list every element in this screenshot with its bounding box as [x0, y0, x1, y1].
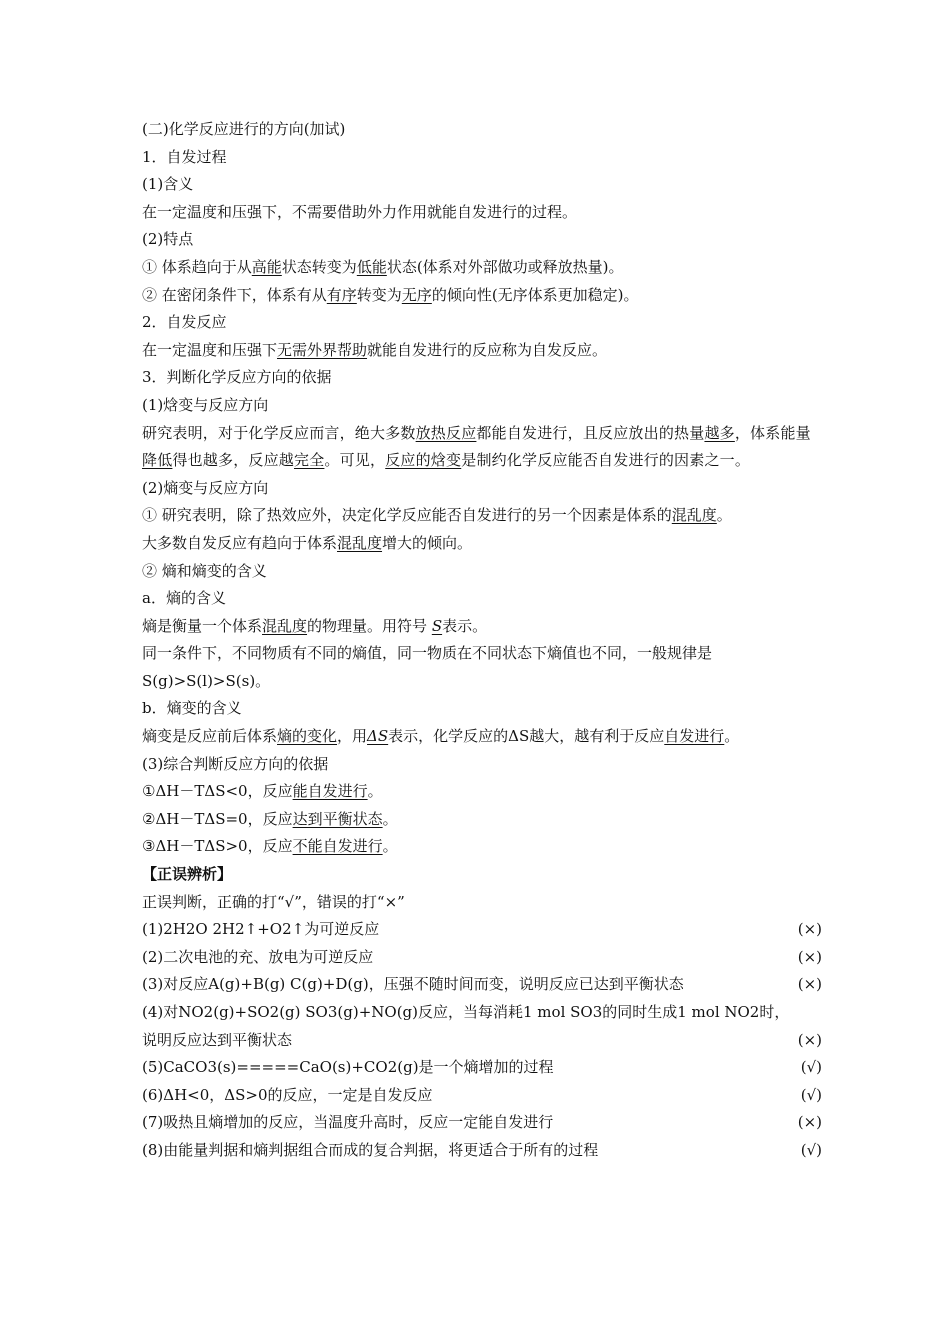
subheading-enthalpy: (1)焓变与反应方向: [142, 395, 269, 414]
definition-spontaneous-reaction: 在一定温度和压强下无需外界帮助就能自发进行的反应称为自发反应。: [142, 340, 608, 359]
entropy-b-line-1: 熵变是反应前后体系熵的变化，用ΔS表示，化学反应的ΔS越大，越有利于反应自发进行。: [142, 727, 740, 746]
review-item: [142, 1027, 822, 1055]
review-item: [142, 1109, 822, 1137]
review-item-mark: (×): [797, 975, 822, 994]
review-item: [142, 1082, 822, 1110]
entropy-a-line-1: 熵是衡量一个体系混乱度的物理量。用符号 S表示。: [142, 616, 488, 635]
definition-text: 在一定温度和压强下，不需要借助外力作用就能自发进行的过程。: [142, 202, 578, 221]
entropy-a-line-3: S(g)>S(l)>S(s)。: [142, 671, 271, 690]
review-item-mark: (×): [797, 920, 822, 939]
criterion-3: ③ΔH－TΔS>0，反应不能自发进行。: [142, 837, 398, 856]
feature-2: ② 在密闭条件下，体系有从有序转变为无序的倾向性(无序体系更加稳定)。: [142, 285, 639, 304]
review-item-text: (6)ΔH<0，ΔS>0的反应，一定是自发反应: [142, 1085, 433, 1104]
review-title: 【正误辨析】: [142, 865, 233, 884]
subheading-meaning: (1)含义: [142, 175, 194, 194]
review-item: [142, 971, 822, 999]
review-item-text: (5)CaCO3(s)=====CaO(s)+CO2(g)是一个熵增加的过程: [142, 1058, 554, 1077]
subheading-entropy: (2)熵变与反应方向: [142, 478, 269, 497]
review-item-text: 说明反应达到平衡状态: [142, 1030, 293, 1049]
review-item-text: (8)由能量判据和熵判据组合而成的复合判据，将更适合于所有的过程: [142, 1140, 599, 1159]
review-item-mark: (×): [797, 1113, 822, 1132]
entropy-line-1: ① 研究表明，除了热效应外，决定化学反应能否自发进行的另一个因素是体系的混乱度。: [142, 506, 732, 525]
heading-criteria: 3．判断化学反应方向的依据: [142, 368, 332, 387]
review-item-mark: (×): [797, 1030, 822, 1049]
review-item-text: (7)吸热且熵增加的反应，当温度升高时，反应一定能自发进行: [142, 1113, 554, 1132]
review-item: [142, 944, 822, 972]
entropy-a-heading: a．熵的含义: [142, 589, 226, 608]
enthalpy-paragraph: 研究表明，对于化学反应而言，绝大多数放热反应都能自发进行，且反应放出的热量越多，体系能量降低得也越多，反应越完全。可见，反应的焓变是制约化学反应能否自发进行的因素之一。: [142, 423, 811, 470]
criterion-2: ②ΔH－TΔS=0，反应达到平衡状态。: [142, 809, 398, 828]
criterion-1: ①ΔH－TΔS<0，反应能自发进行。: [142, 782, 383, 801]
review-item: [142, 916, 822, 944]
review-item-text: (2)二次电池的充、放电为可逆反应: [142, 947, 374, 966]
review-item-mark: (√): [800, 1085, 822, 1104]
document-page: [142, 116, 822, 1165]
subheading-features: (2)特点: [142, 230, 194, 249]
feature-1: ① 体系趋向于从高能状态转变为低能状态(体系对外部做功或释放热量)。: [142, 257, 624, 276]
entropy-a-line-2: 同一条件下，不同物质有不同的熵值，同一物质在不同状态下熵值也不同，一般规律是: [142, 644, 713, 663]
section-title: (二)化学反应进行的方向(加试): [142, 120, 346, 138]
review-item-mark: (√): [800, 1140, 822, 1159]
review-instruction: 正误判断，正确的打“√”，错误的打“×”: [142, 892, 405, 911]
review-item-text: (1)2H2O 2H2↑+O2↑为可逆反应: [142, 920, 380, 939]
entropy-b-heading: b．熵变的含义: [142, 699, 242, 718]
entropy-line-2: 大多数自发反应有趋向于体系混乱度增大的倾向。: [142, 533, 473, 552]
entropy-meaning-heading: ② 熵和熵变的含义: [142, 561, 267, 580]
review-item-text: (4)对NO2(g)+SO2(g) SO3(g)+NO(g)反应，当每消耗1 mol SO3的同时生成1 mol NO2时，: [142, 1003, 790, 1021]
review-item: [142, 999, 822, 1027]
heading-spontaneous-reaction: 2．自发反应: [142, 313, 227, 332]
review-item: [142, 1054, 822, 1082]
review-item-mark: (×): [797, 947, 822, 966]
review-item: [142, 1137, 822, 1165]
review-item-mark: (√): [800, 1058, 822, 1077]
heading-spontaneous-process: 1．自发过程: [142, 147, 227, 166]
review-item-mark: [789, 999, 822, 1027]
review-item-text: (3)对反应A(g)+B(g) C(g)+D(g)，压强不随时间而变，说明反应已达到平衡状态: [142, 975, 684, 994]
subheading-combined: (3)综合判断反应方向的依据: [142, 754, 329, 773]
